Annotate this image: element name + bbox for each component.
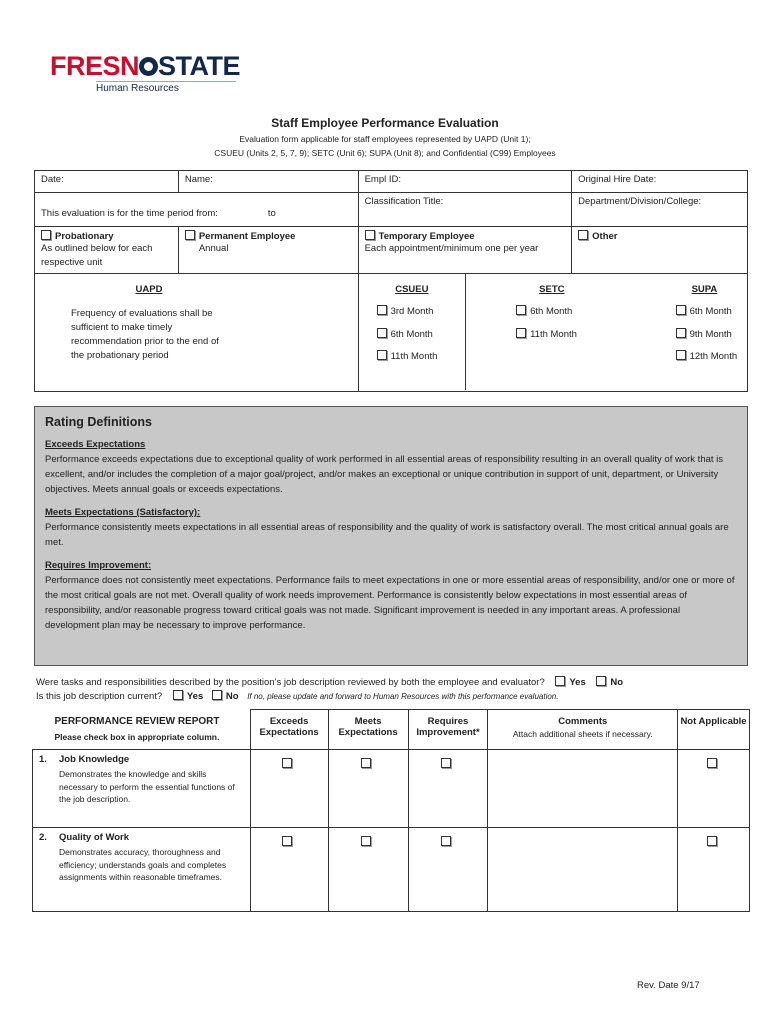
revision-date: Rev. Date 9/17 <box>637 980 700 991</box>
supa-option[interactable]: 12th Month <box>676 346 741 369</box>
probationary-option: Probationary As outlined below for each respective unit <box>35 227 179 274</box>
requires-heading: Requires Improvement: <box>45 560 152 571</box>
temporary-checkbox[interactable] <box>365 230 375 240</box>
checkbox[interactable] <box>516 328 526 338</box>
checkbox[interactable] <box>676 328 686 338</box>
subtitle-line-2: CSUEU (Units 2, 5, 7, 9); SETC (Unit 6); SUPA (Unit 8); and Confidential (C99) Employees <box>214 148 556 158</box>
setc-option[interactable]: 11th Month <box>516 324 632 347</box>
other-option: Other <box>572 227 748 274</box>
probationary-checkbox[interactable] <box>41 230 51 240</box>
col-requires: Requires Improvement* <box>408 710 488 750</box>
table-row <box>33 828 750 912</box>
item-label: 2. Quality of Work Demonstrates accuracy, thoroughness and efficiency; understands goals and completes assignments within reasonable timeframes. <box>33 828 251 912</box>
date-field[interactable]: Date: <box>35 171 179 193</box>
requires-cell <box>408 750 488 828</box>
job-description-current-question: Is this job description current? Yes No If no, please update and forward to Human Resources with this performance evaluation. <box>36 691 559 702</box>
meets-definition: Performance consistently meets expectations in all essential areas of responsibility and the quality of work is satisfactory overall. The most critical annual goals are met. <box>45 522 729 548</box>
na-checkbox[interactable] <box>707 836 717 846</box>
meets-cell <box>328 828 408 912</box>
department-field[interactable]: Department/Division/College: <box>572 193 748 227</box>
supa-option[interactable]: 9th Month <box>676 324 741 347</box>
checkbox[interactable] <box>377 305 387 315</box>
rating-definitions-heading: Rating Definitions <box>45 415 152 429</box>
period-field[interactable]: This evaluation is for the time period from: to <box>35 193 359 227</box>
checkbox[interactable] <box>676 350 686 360</box>
item-label: 1. Job Knowledge Demonstrates the knowledge and skills necessary to perform the essential functions of the job description. <box>33 750 251 828</box>
comments-field[interactable] <box>488 750 678 828</box>
comments-field[interactable] <box>488 828 678 912</box>
exceeds-heading: Exceeds Expectations <box>45 439 146 450</box>
update-note: If no, please update and forward to Human Resources with this performance evaluation. <box>247 692 559 701</box>
performance-review-table <box>32 709 750 912</box>
supa-column: SUPA 6th Month 9th Month 12th Month <box>638 274 747 390</box>
page-title: Staff Employee Performance Evaluation <box>271 116 499 130</box>
empl-id-field[interactable]: Empl ID: <box>358 171 572 193</box>
temporary-option: Temporary Employee Each appointment/minimum one per year <box>358 227 572 274</box>
col-comments: Comments Attach additional sheets if necessary. <box>488 710 678 750</box>
paw-icon <box>139 57 158 76</box>
current-yes-checkbox[interactable] <box>173 690 183 700</box>
current-no-checkbox[interactable] <box>212 690 222 700</box>
na-cell <box>678 750 750 828</box>
setc-option[interactable]: 6th Month <box>516 301 632 324</box>
col-meets: Meets Expectations <box>328 710 408 750</box>
exceeds-cell <box>250 750 328 828</box>
checkbox[interactable] <box>377 350 387 360</box>
performance-review-heading: PERFORMANCE REVIEW REPORT Please check box in appropriate column. <box>33 710 251 750</box>
na-checkbox[interactable] <box>707 758 717 768</box>
exceeds-cell <box>250 828 328 912</box>
name-field[interactable]: Name: <box>178 171 358 193</box>
col-exceeds: Exceeds Expectations <box>250 710 328 750</box>
other-checkbox[interactable] <box>578 230 588 240</box>
csueu-option[interactable]: 11th Month <box>377 346 460 369</box>
meets-checkbox[interactable] <box>361 758 371 768</box>
job-description-reviewed-question: Were tasks and responsibilities described by the position’s job description reviewed by both the employee and evaluator? Yes No <box>36 677 624 688</box>
checkbox[interactable] <box>377 328 387 338</box>
reviewed-yes-checkbox[interactable] <box>555 676 565 686</box>
meets-heading: Meets Expectations (Satisfactory): <box>45 507 201 518</box>
requires-definition: Performance does not consistently meet expectations. Performance fails to meet expectations in one or more essential areas of responsibility, and/or one or more of the most critical goals are not met. Overall quality of work needs improvement. Performance is consistently below expectations in most essential areas of responsibility, and/or reasonable progress toward critical goals was not made. Significant improvement is needed in any important areas. A professional development plan may be necessary to improve performance. <box>45 575 735 631</box>
exceeds-checkbox[interactable] <box>282 758 292 768</box>
csueu-column: CSUEU 3rd Month 6th Month 11th Month <box>359 274 466 390</box>
checkbox[interactable] <box>516 305 526 315</box>
na-cell <box>678 828 750 912</box>
requires-checkbox[interactable] <box>441 758 451 768</box>
employee-info-table <box>34 170 748 392</box>
setc-column: SETC 6th Month 11th Month <box>466 274 638 390</box>
permanent-checkbox[interactable] <box>185 230 195 240</box>
checkbox[interactable] <box>676 305 686 315</box>
reviewed-no-checkbox[interactable] <box>596 676 606 686</box>
meets-cell <box>328 750 408 828</box>
permanent-option: Permanent Employee Annual <box>178 227 358 274</box>
csueu-option[interactable]: 3rd Month <box>377 301 460 324</box>
logo-wordmark: FRESN STATE <box>50 51 241 81</box>
requires-cell <box>408 828 488 912</box>
subtitle-line-1: Evaluation form applicable for staff employees represented by UAPD (Unit 1); <box>239 134 531 144</box>
logo-subtitle: Human Resources <box>96 81 236 94</box>
fresno-state-logo <box>50 52 240 94</box>
exceeds-checkbox[interactable] <box>282 836 292 846</box>
rating-definitions-box <box>34 406 748 666</box>
classification-field[interactable]: Classification Title: <box>358 193 572 227</box>
supa-option[interactable]: 6th Month <box>676 301 741 324</box>
meets-checkbox[interactable] <box>361 836 371 846</box>
csueu-option[interactable]: 6th Month <box>377 324 460 347</box>
unit-options <box>358 274 747 392</box>
table-row <box>33 750 750 828</box>
hire-date-field[interactable]: Original Hire Date: <box>572 171 748 193</box>
requires-checkbox[interactable] <box>441 836 451 846</box>
exceeds-definition: Performance exceeds expectations due to exceptional quality of work performed in all essential areas of responsibility resulting in an overall quality of work that is excellent, and/or includes the completion of a major goal/project, and/or makes an exceptional or unique contribution in support of unit, department, or University objectives. Meets annual goals or exceeds expectations. <box>45 454 724 495</box>
col-not-applicable: Not Applicable <box>678 710 750 750</box>
uapd-section: UAPD Frequency of evaluations shall be sufficient to make timely recommendation prior to the end of the probationary period <box>35 274 359 392</box>
